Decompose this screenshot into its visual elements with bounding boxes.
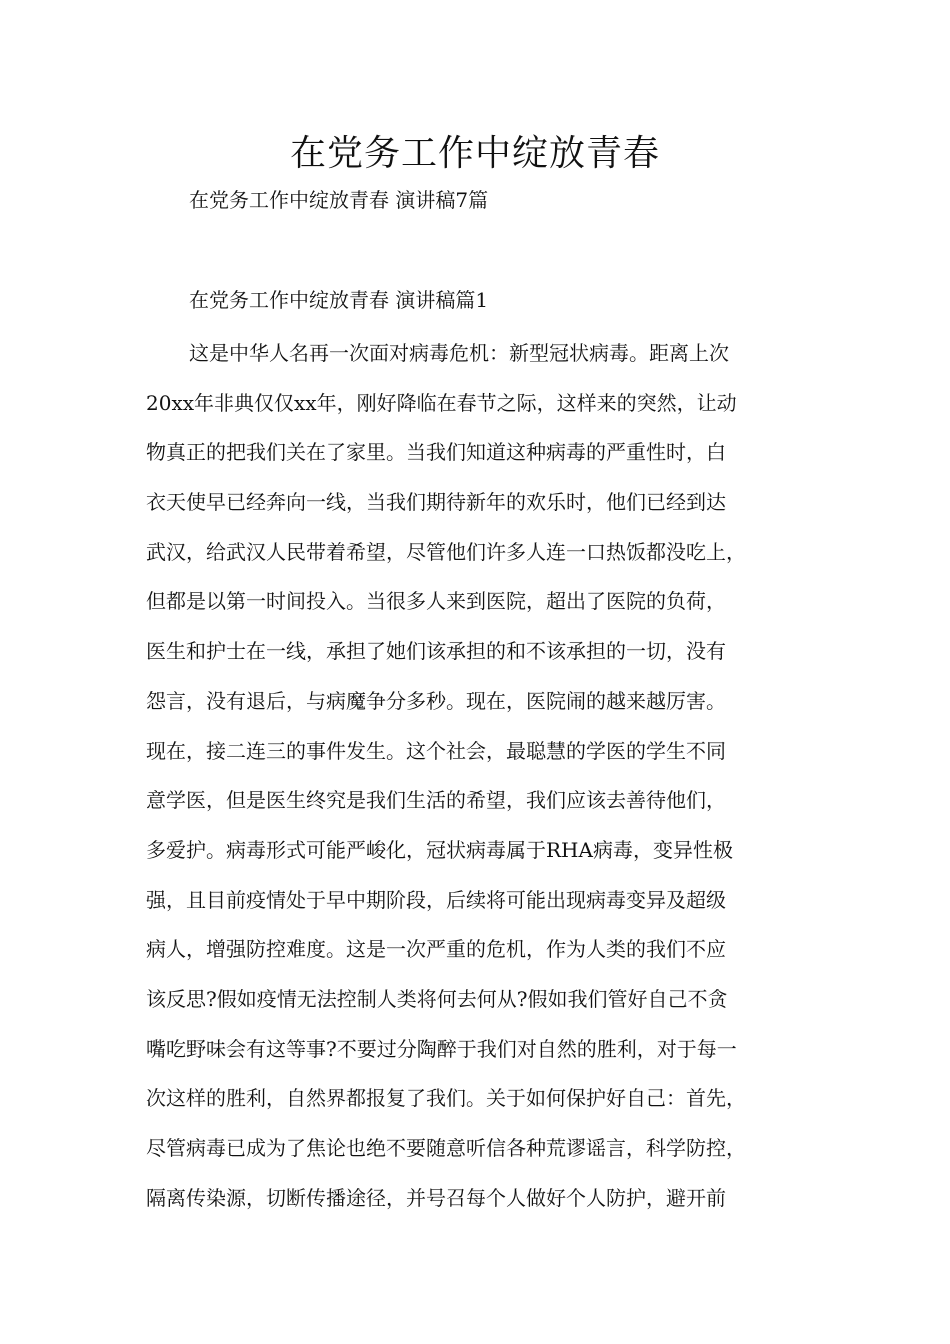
- body-line: 医生和护士在一线，承担了她们该承担的和不该承担的一切，没有: [146, 639, 726, 664]
- body-line: 多爱护。病毒形式可能严峻化，冠状病毒属于RHA病毒，变异性极: [146, 837, 733, 862]
- body-line: 病人，增强防控难度。这是一次严重的危机，作为人类的我们不应: [146, 937, 726, 962]
- section-heading: 在党务工作中绽放青春 演讲稿篇1: [189, 288, 489, 312]
- body-line: 隔离传染源，切断传播途径，并号召每个人做好个人防护，避开前: [146, 1185, 726, 1210]
- body-line: 这是中华人名再一次面对病毒危机：新型冠状病毒。距离上次: [189, 341, 729, 365]
- document-subtitle: 在党务工作中绽放青春 演讲稿7篇: [189, 188, 489, 212]
- body-line: 现在，接二连三的事件发生。这个社会，最聪慧的学医的学生不同: [146, 738, 726, 763]
- body-line: 怨言，没有退后，与病魔争分多秒。现在，医院闹的越来越厉害。: [146, 688, 726, 713]
- body-line: 武汉，给武汉人民带着希望，尽管他们许多人连一口热饭都没吃上，: [146, 539, 746, 564]
- body-line: 物真正的把我们关在了家里。当我们知道这种病毒的严重性时，白: [146, 440, 726, 465]
- body-line: 20xx年非典仅仅xx年，刚好降临在春节之际，这样来的突然，让动: [146, 390, 737, 415]
- body-line: 该反思?假如疫情无法控制人类将何去何从?假如我们管好自己不贪: [146, 986, 728, 1011]
- body-line: 次这样的胜利，自然界都报复了我们。关于如何保护好自己：首先，: [146, 1086, 746, 1111]
- body-line: 意学医，但是医生终究是我们生活的希望，我们应该去善待他们，: [146, 788, 726, 813]
- body-line: 嘴吃野味会有这等事?不要过分陶醉于我们对自然的胜利，对于每一: [146, 1036, 737, 1061]
- body-line: 衣天使早已经奔向一线，当我们期待新年的欢乐时，他们已经到达: [146, 490, 726, 515]
- body-line: 但都是以第一时间投入。当很多人来到医院，超出了医院的负荷，: [146, 589, 726, 614]
- document-title: 在党务工作中绽放青春: [289, 133, 660, 174]
- body-line: 尽管病毒已成为了焦论也绝不要随意听信各种荒谬谣言，科学防控，: [146, 1136, 746, 1160]
- body-text: [0, 332, 950, 1226]
- body-line: 强，且目前疫情处于早中期阶段，后续将可能出现病毒变异及超级: [146, 887, 726, 912]
